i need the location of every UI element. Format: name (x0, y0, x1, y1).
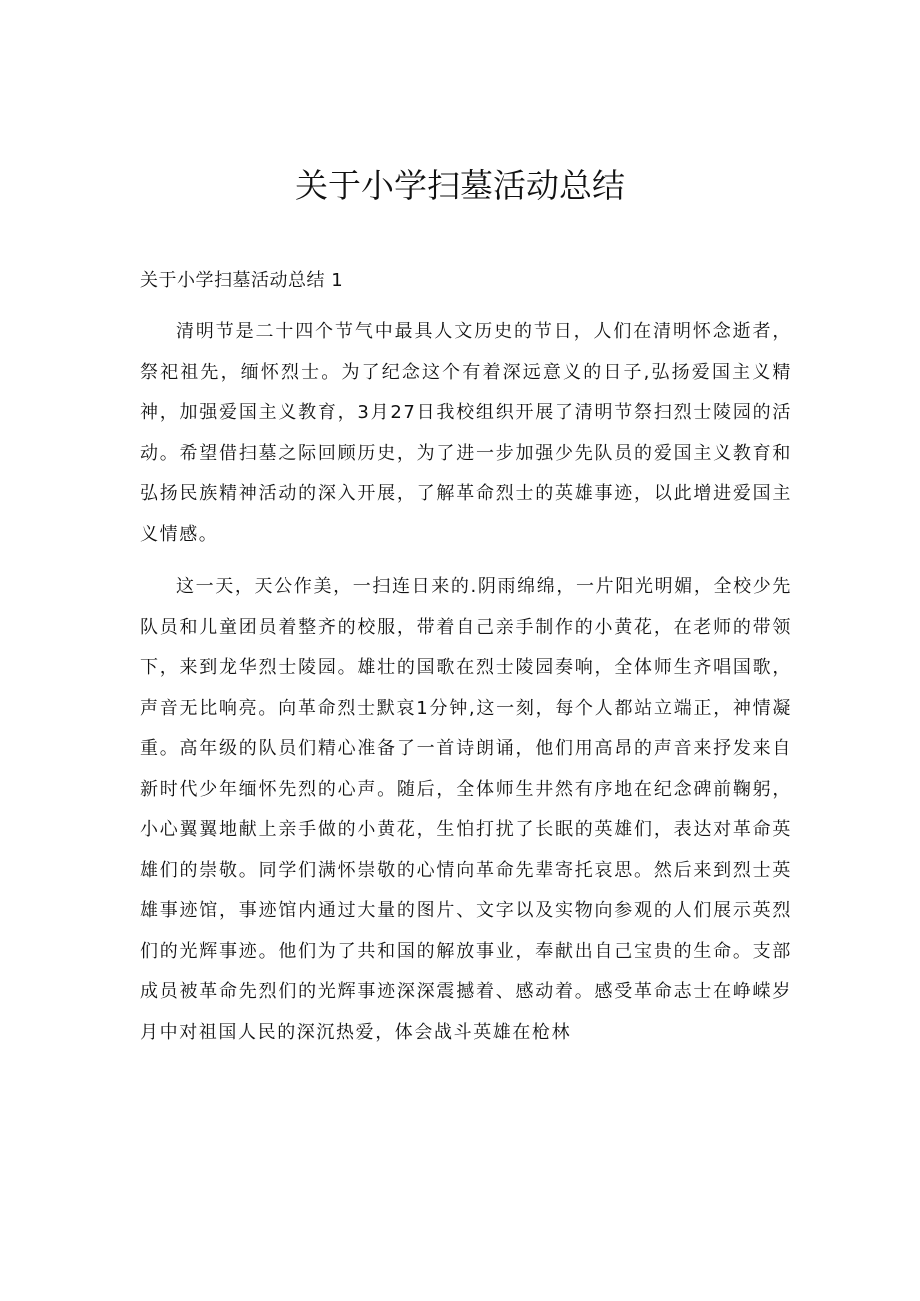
paragraph-intro: 清明节是二十四个节气中最具人文历史的节日，人们在清明怀念逝者，祭祀祖先，缅怀烈士。为了纪念这个有着深远意义的日子,弘扬爱国主义精神，加强爱国主义教育，3月27日我校组织开展了清明节祭扫烈士陵园的活动。希望借扫墓之际回顾历史，为了进一步加强少先队员的爱国主义教育和弘扬民族精神活动的深入开展，了解革命烈士的英雄事迹，以此增进爱国主义情感。 (140, 321, 792, 545)
section-heading: 关于小学扫墓活动总结 1 (140, 270, 344, 291)
document-body (140, 312, 792, 1053)
document-title: 关于小学扫墓活动总结 (295, 166, 625, 205)
paragraph-activity: 这一天，天公作美，一扫连日来的.阴雨绵绵，一片阳光明媚，全校少先队员和儿童团员着整齐的校服，带着自己亲手制作的小黄花，在老师的带领下，来到龙华烈士陵园。雄壮的国歌在烈士陵园奏响，全体师生齐唱国歌，声音无比响亮。向革命烈士默哀1分钟,这一刻，每个人都站立端正，神情凝重。高年级的队员们精心准备了一首诗朗诵，他们用高昂的声音来抒发来自新时代少年缅怀先烈的心声。随后，全体师生井然有序地在纪念碑前鞠躬，小心翼翼地献上亲手做的小黄花，生怕打扰了长眠的英雄们，表达对革命英雄们的崇敬。同学们满怀崇敬的心情向革命先辈寄托哀思。然后来到烈士英雄事迹馆，事迹馆内通过大量的图片、文字以及实物向参观的人们展示英烈们的光辉事迹。他们为了共和国的解放事业，奉献出自己宝贵的生命。支部成员被革命先烈们的光辉事迹深深震撼着、感动着。感受革命志士在峥嵘岁月中对祖国人民的深沉热爱，体会战斗英雄在枪林 (140, 576, 792, 1043)
